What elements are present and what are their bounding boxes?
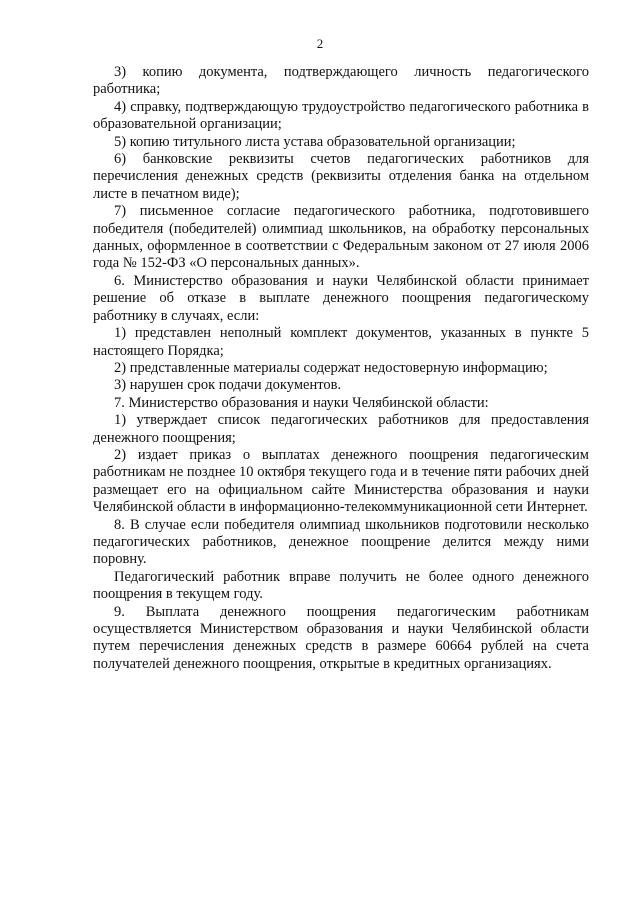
paragraph-section-9-payment: 9. Выплата денежного поощрения педагогическим работникам осуществляется Министерством образования и науки Челябинской области путем перечисления денежных средств в размере 60664 рублей на счета получателей денежного поощрения, открытые в кредитных организациях. [93, 603, 589, 672]
paragraph-ministry-1: 1) утверждает список педагогических работников для предоставления денежного поощрения; [93, 412, 589, 446]
paragraph-item-5-charter-copy: 5) копию титульного листа устава образовательной организации; [114, 133, 516, 150]
paragraph-refusal-3: 3) нарушен срок подачи документов. [114, 377, 342, 394]
paragraph-refusal-2: 2) представленные материалы содержат недостоверную информацию; [114, 359, 548, 376]
paragraph-ministry-2: 2) издает приказ о выплатах денежного поощрения педагогическим работникам не позднее 10 октября текущего года и в течение пяти рабочих дней размещает его на официальном сайте Министерства образования и науки Челябинской области в информационно-телекоммуникационной сети Интернет. [93, 446, 589, 516]
paragraph-one-reward-limit: Педагогический работник вправе получить не более одного денежного поощрения в текущем году. [93, 568, 589, 603]
paragraph-section-8-split: 8. В случае если победителя олимпиад школьников подготовили несколько педагогических работников, денежное поощрение делится между ними поровну. [93, 516, 589, 568]
paragraph-item-3-identity-copy: 3) копию документа, подтверждающего личность педагогического работника; [93, 64, 589, 98]
paragraph-section-7-ministry: 7. Министерство образования и науки Челябинской области: [114, 394, 489, 411]
paragraph-refusal-1: 1) представлен неполный комплект документов, указанных в пункте 5 настоящего Порядка; [93, 325, 589, 359]
paragraph-item-4-employment-certificate: 4) справку, подтверждающую трудоустройство педагогического работника в образовательной организации; [93, 98, 589, 133]
page-number: 2 [316, 36, 324, 51]
paragraph-item-6-bank-details: 6) банковские реквизиты счетов педагогических работников для перечисления денежных средств (реквизиты отделения банка на отдельном листе в печатном виде); [93, 151, 589, 202]
paragraph-item-7-consent: 7) письменное согласие педагогического работника, подготовившего победителя (победителей) олимпиад школьников, на обработку персональных данных, оформленное в соответствии с Федеральным законом от 27 июля 2006 года № 152-ФЗ «О персональных данных». [93, 203, 589, 272]
paragraph-section-6-refusal: 6. Министерство образования и науки Челябинской области принимает решение об отказе в выплате денежного поощрения педагогическому работнику в случаях, если: [93, 272, 589, 324]
document-body [93, 64, 589, 673]
